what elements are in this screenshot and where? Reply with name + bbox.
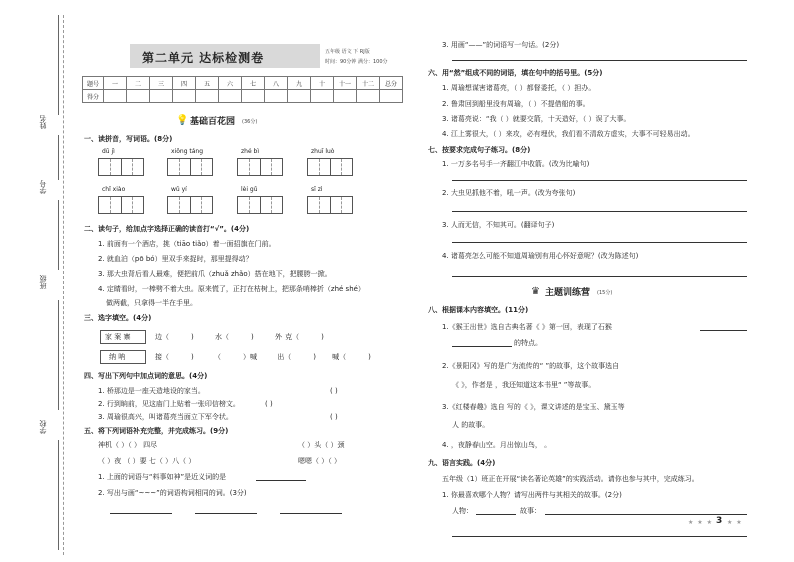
q2-item-4-cont: 做两截，只拿得一半在手里。 [106,299,197,307]
q2-item-3: 3. 那大虫背后看人最难，便把前爪（zhuǎ zhǎo）搭在地下，把腰胯一掀。 [98,270,332,278]
grid-cell[interactable] [341,197,352,213]
q8-item-1-cont: 的特点。 [514,339,542,347]
q7-item-1: 1. 一万多名号手一齐翻江中收箭。(改为比喻句) [442,160,590,168]
q4-answer-1: ( ) [330,387,338,395]
q9-story-line [545,514,747,515]
q5-title: 五、将下列词语补充完整，并完成练习。(9分) [84,427,229,435]
school-line [58,300,59,410]
class-line [58,200,59,270]
writing-grid[interactable] [98,196,144,214]
q7-item-4: 4. 诸葛亮怎么可能不知道周瑜别有用心怀好意呢？(改为陈述句) [442,252,639,260]
class-label: 班级 [39,275,47,289]
score-input-cell[interactable] [265,90,288,103]
q9-person-label: 人物： [452,507,473,515]
score-table-header-cell: 七 [242,77,265,90]
grid-cell[interactable] [271,159,282,175]
q6-item-4: 4. 江上雾很大，（ ）来攻，必有埋伏，我们看不清敌方虚实，大事不可轻易出动。 [442,130,695,138]
pinyin-label: zhé bì [241,148,260,155]
q8-item-2-cont: 《 》，作者是 ，我还知道这本书里“ ”等故事。 [452,381,596,389]
q8-item-4: 4. ，夜静春山空。月出惊山鸟， 。 [442,441,552,449]
q5-answer-line-1 [256,480,306,481]
score-input-cell[interactable] [334,90,357,103]
score-table-header-cell: 九 [288,77,311,90]
page-decor-right: ★ ★ [727,519,743,526]
q3-choice-box-2 [100,350,146,364]
score-input-cell[interactable] [311,90,334,103]
pinyin-label: wǔ yí [171,186,187,193]
q4-item-1: 1. 桥那边是一座天造地设的家当。 [98,387,205,395]
q3-choice-box-1 [100,330,146,344]
q8-answer-line-1 [700,330,747,331]
score-table-header-cell: 二 [127,77,150,90]
page-decor-left: ★ ★ ★ [688,519,713,526]
q8-item-2: 2.《景阳冈》写的是广为流传的“ ”的故事，这个故事选自 [442,362,620,370]
grid-cell[interactable] [341,159,352,175]
q6-item-1: 1. 周瑜想谋害诸葛亮，（ ）都督委托，（ ）担办。 [442,84,596,92]
q7-answer-line-3 [452,242,747,243]
score-input-cell[interactable] [173,90,196,103]
score-input-cell[interactable] [104,90,127,103]
writing-grid[interactable] [307,196,353,214]
score-input-cell[interactable] [380,90,403,103]
banner-score-2: (15分) [597,290,613,296]
q5-item-1: 1. 上面的词语与“料事如神”是近义词的是 [98,473,227,481]
q9-story-label: 故事： [520,507,541,515]
q5-item-3: 3. 用画“——”的词语写一句话。(2分) [442,41,560,49]
q6-title: 六、用“然”组成不同的词语，填在句中的括号里。(5分) [428,69,603,77]
q8-item-1: 1.《猴王出世》选自古典名著《 》第一回，表现了石猴 [442,323,612,331]
q8-title: 八、根据课本内容填空。(11分) [428,306,529,314]
name-label: 姓名 [39,115,47,129]
score-table-row-label: 得分 [83,90,104,103]
score-table-header-cell: 五 [196,77,219,90]
grid-cell[interactable] [201,197,212,213]
q3-row-2: 接（ ) （ ）喊 出（ ) 喊（ ) [155,353,371,361]
q7-title: 七、按要求完成句子练习。(8分) [428,146,531,154]
q8-answer-line-1b [452,346,512,347]
pinyin-label: xiōng táng [171,148,204,155]
writing-grid[interactable] [167,196,213,214]
score-input-cell[interactable] [127,90,150,103]
grade-meta: 五年级 语文 下 RJ版 [325,49,370,55]
grid-cell[interactable] [271,197,282,213]
writing-grid[interactable] [237,196,283,214]
id-line [58,135,59,180]
q8-item-3: 3.《红楼春趣》选自 写的《 》，课文讲述的是宝玉、黛玉等 [442,403,625,411]
score-input-cell[interactable] [150,90,173,103]
q9-title: 九、语言实践。(4分) [428,459,496,467]
q2-title: 二、读句子，给加点字选择正确的读音打“√”。(4分) [84,225,250,233]
q3-title: 三、选字填空。(4分) [84,314,152,322]
crown-icon: ♛ [531,286,540,297]
q3-row-1: 边（ ) 水（ ) 外 克（ ) [155,333,324,341]
score-input-cell[interactable] [219,90,242,103]
q5-answer-line-2c [280,513,342,514]
score-table-header-cell: 八 [265,77,288,90]
score-table [82,76,403,103]
q5-answer-line-2a [110,513,172,514]
q4-title: 四、写出下列句中加点词的意思。(4分) [84,372,208,380]
q8-item-3-cont: 人 的故事。 [452,421,490,429]
q2-item-2: 2. 就血泊（pō bó）里双手来捉时，那里提得动？ [98,255,253,263]
q1-title: 一、读拼音，写词语。(8分) [84,135,173,143]
page-number: 3 [716,516,723,526]
grid-cell[interactable] [132,159,143,175]
lightbulb-icon: 💡 [176,115,189,126]
score-input-cell[interactable] [357,90,380,103]
id-label: 学号 [39,180,47,194]
q9-person-line [476,514,516,515]
writing-grid[interactable] [307,158,353,176]
binding-margin [0,0,70,562]
q4-answer-3: ( ) [330,413,338,421]
score-input-cell[interactable] [242,90,265,103]
score-input-cell[interactable] [196,90,219,103]
q7-answer-line-1 [452,180,747,181]
score-table-header-label: 题号 [83,77,104,90]
banner-title: 基础百花园 [190,117,236,127]
q4-answer-2: ( ) [265,400,273,408]
q9-item-1: 1. 你最喜欢哪个人物？请写出两件与其相关的故事。(2分) [442,491,622,499]
q5-answer-line-3 [452,60,747,61]
q7-answer-line-2 [452,211,747,212]
q4-item-3: 3. 周瑜很高兴，叫诸葛亮当面立下军令状。 [98,413,233,421]
pinyin-label: chǐ xiào [102,186,126,193]
grid-cell[interactable] [132,197,143,213]
writing-grid[interactable] [167,158,213,176]
cut-line [63,15,64,555]
score-table-header-cell: 一 [104,77,127,90]
grid-cell[interactable] [201,159,212,175]
q6-item-3: 3. 诸葛亮说：“我（ ）就要交箭，十天造好，（ ）误了大事。 [442,115,631,123]
score-table-header-cell: 十 [311,77,334,90]
q5-item-2: 2. 写出与画“~~~”的词语构词相同的词。(3分) [98,489,247,497]
time-meta: 时间：90分钟 满分：100分 [325,59,388,65]
pinyin-label: dū jì [102,148,115,155]
q9-story-line-2 [452,536,747,537]
q9-intro: 五年级（1）班正在开展“读名著论英雄”的实践活动。请你也参与其中，完成练习。 [442,475,699,483]
pinyin-label: zhuī luò [311,148,335,155]
school-label: 学校 [39,420,47,434]
q5-row-1a: 神机（ ）（ ） 四尽 [98,441,158,449]
banner-title-2: 主题训练营 [545,288,591,298]
page-title: 第二单元 达标检测卷 [142,51,265,65]
banner-score: (36分) [242,119,258,125]
writing-grid[interactable] [98,158,144,176]
score-table-header-cell: 六 [219,77,242,90]
q2-item-4: 4. 定睛看时，一棒劈不着大虫。原来慌了，正打在枯树上，把那条哨棒折（zhé shé） [98,285,365,293]
pinyin-label: lèi gǔ [241,186,258,193]
title-banner [130,44,320,68]
q3-choice-1: 家 案 寨 [105,333,131,341]
score-table-header-cell: 十二 [357,77,380,90]
score-table-header-cell: 十一 [334,77,357,90]
q7-item-2: 2. 大虫见抓他不着，吼一声。(改为夸张句) [442,189,576,197]
score-input-cell[interactable] [288,90,311,103]
score-table-header-cell: 总分 [380,77,403,90]
q6-item-2: 2. 鲁肃回到船里没有周瑜，（ ）不提借船的事。 [442,100,590,108]
pinyin-label: sī zì [311,186,323,193]
q2-item-1: 1. 前面有一个酒店，挑（tiāo tiǎo）着一面招旗在门前。 [98,240,276,248]
q5-row-2b: 嗯嗯（ ）（ ） [298,457,341,465]
q3-choice-2: 纳 呐 [109,353,126,361]
writing-grid[interactable] [237,158,283,176]
score-table-header-cell: 三 [150,77,173,90]
q7-answer-line-4 [452,276,747,277]
q5-row-1b: （ ）头（ ）颈 [298,441,345,449]
q4-item-2: 2. 行到晌前，见这庙门上贴着一张印信榜文。 [98,400,240,408]
school-line-2 [58,440,59,550]
name-line [58,15,59,115]
score-table-header-cell: 四 [173,77,196,90]
q5-row-2a: （ ）夜 （ ）要 七（ ）八（ ） [98,457,196,465]
q5-answer-line-2b [195,513,257,514]
q7-item-3: 3. 人而无信，不知其可。(翻译句子) [442,221,555,229]
